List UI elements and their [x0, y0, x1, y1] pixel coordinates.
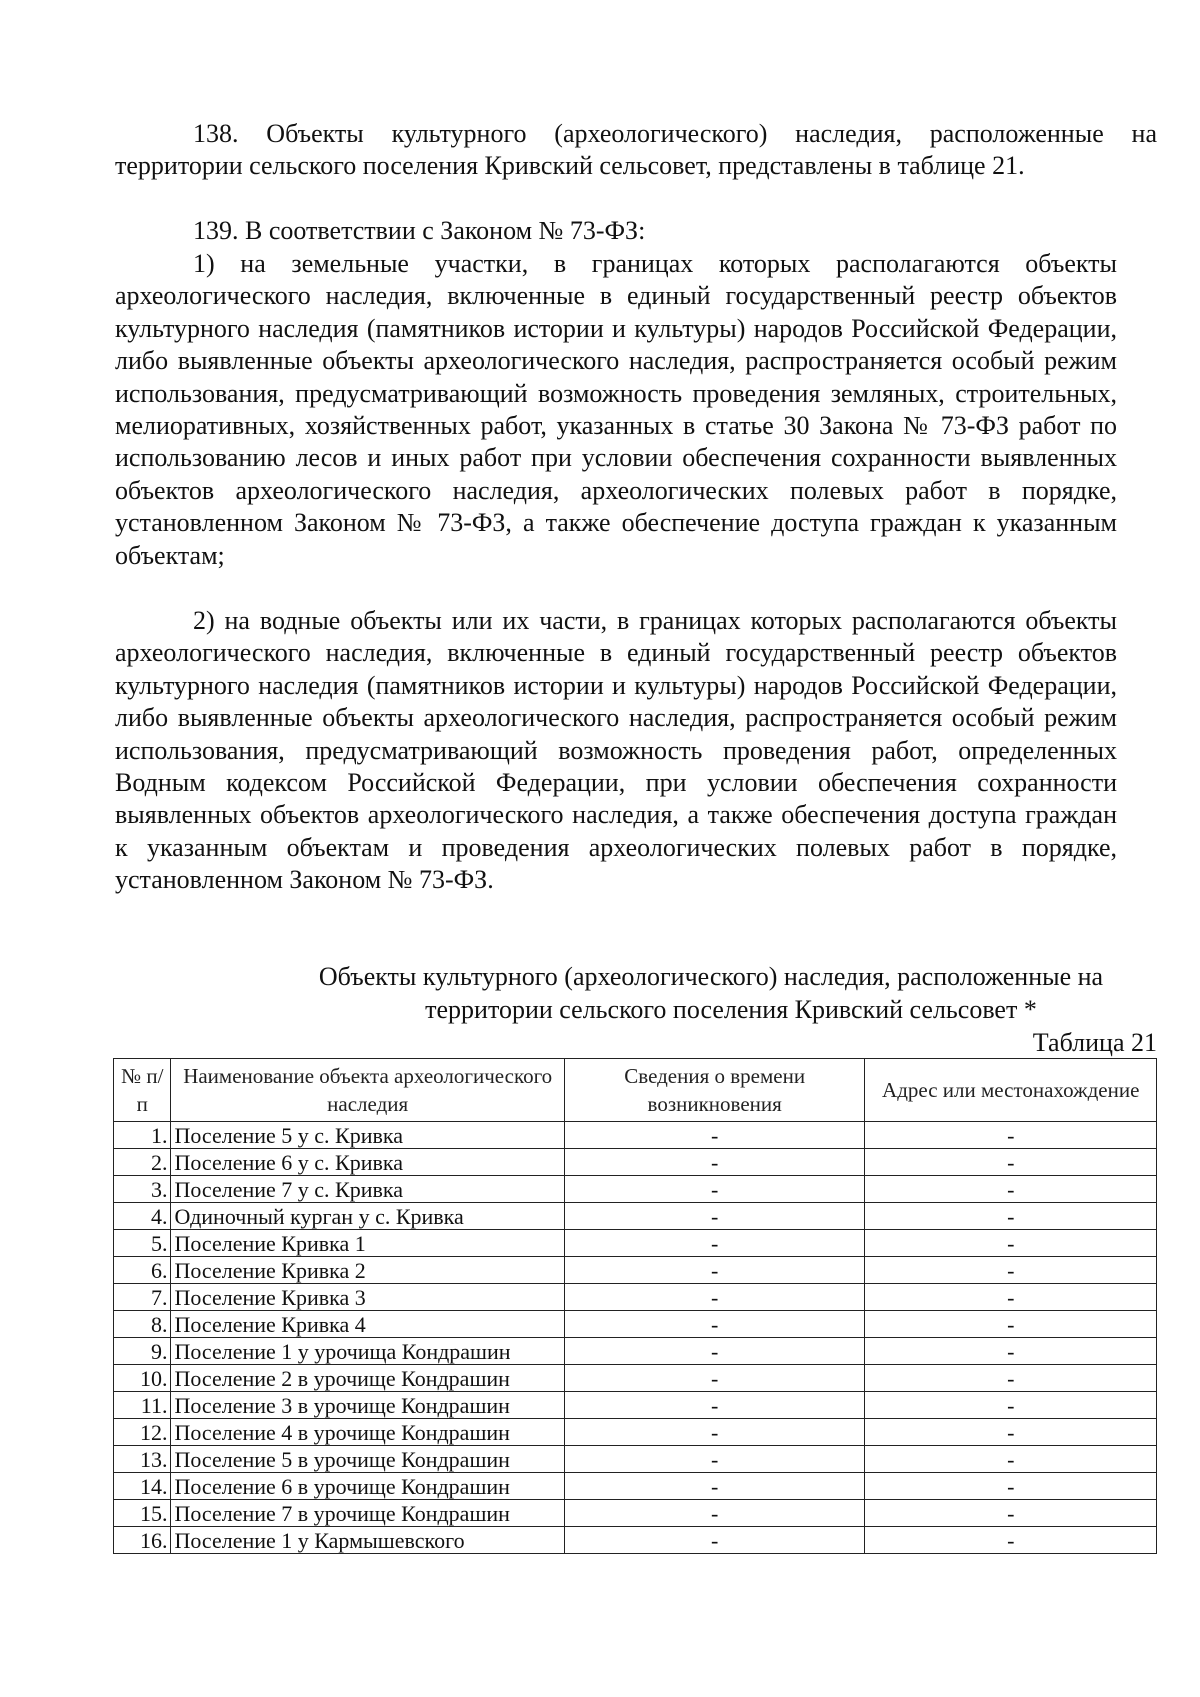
- row-time-info: -: [564, 1122, 865, 1149]
- header-address: Адрес или местонахождение: [865, 1059, 1157, 1122]
- list-item-2: [115, 605, 1117, 897]
- row-object-name: Поселение 4 в урочище Кондрашин: [171, 1419, 564, 1446]
- list-item-2-text: 2) на водные объекты или их части, в границах которых располагаются объекты археологического наследия, включенные в единый государственный реестр объектов культурного наследия (памятников истории и культуры) народов Российской Федерации, либо выявленные объекты археологического наследия, распространяется особый режим использования, предусматривающий возможность проведения работ, определенных Водным кодексом Российской Федерации, при условии обеспечения сохранности выявленных объектов археологического наследия, а также обеспечения доступа граждан к указанным объектам и проведения археологических полевых работ в порядке, установленном Законом № 73-ФЗ.: [115, 606, 1117, 895]
- row-object-name: Поселение 6 в урочище Кондрашин: [171, 1473, 564, 1500]
- row-address: -: [865, 1419, 1157, 1446]
- table-row: [114, 1176, 1157, 1203]
- row-object-name: Поселение 1 у Кармышевского: [171, 1527, 564, 1554]
- row-address: -: [865, 1473, 1157, 1500]
- row-address: -: [865, 1122, 1157, 1149]
- row-time-info: -: [564, 1500, 865, 1527]
- paragraph-139: [115, 215, 1157, 247]
- table-row: [114, 1338, 1157, 1365]
- row-address: -: [865, 1446, 1157, 1473]
- row-address: -: [865, 1203, 1157, 1230]
- paragraph-138-text: 138. Объекты культурного (археологического) наследия, расположенные на территории сельского поселения Кривский сельсовет, представлены в таблице 21.: [115, 119, 1157, 181]
- row-time-info: -: [564, 1338, 865, 1365]
- table-title-line-1: Объекты культурного (археологического) наследия, расположенные на: [318, 962, 1104, 991]
- table-row: [114, 1311, 1157, 1338]
- row-object-name: Поселение 7 в урочище Кондрашин: [171, 1500, 564, 1527]
- row-object-name: Поселение 1 у урочища Кондрашин: [171, 1338, 564, 1365]
- row-address: -: [865, 1392, 1157, 1419]
- row-object-name: Одиночный курган у с. Кривка: [171, 1203, 564, 1230]
- row-number: 14.: [114, 1473, 171, 1500]
- row-number: 3.: [114, 1176, 171, 1203]
- row-address: -: [865, 1284, 1157, 1311]
- row-number: 9.: [114, 1338, 171, 1365]
- row-number: 2.: [114, 1149, 171, 1176]
- row-number: 1.: [114, 1122, 171, 1149]
- row-object-name: Поселение 3 в урочище Кондрашин: [171, 1392, 564, 1419]
- row-time-info: -: [564, 1365, 865, 1392]
- table-row: [114, 1149, 1157, 1176]
- row-number: 16.: [114, 1527, 171, 1554]
- row-object-name: Поселение 7 у с. Кривка: [171, 1176, 564, 1203]
- table-row: [114, 1473, 1157, 1500]
- row-object-name: Поселение 2 в урочище Кондрашин: [171, 1365, 564, 1392]
- row-address: -: [865, 1230, 1157, 1257]
- row-address: -: [865, 1527, 1157, 1554]
- paragraph-138: [115, 118, 1157, 183]
- row-address: -: [865, 1311, 1157, 1338]
- row-address: -: [865, 1149, 1157, 1176]
- table-row: [114, 1527, 1157, 1554]
- header-time: Сведения о времени возникновения: [564, 1059, 865, 1122]
- row-time-info: -: [564, 1527, 865, 1554]
- row-number: 13.: [114, 1446, 171, 1473]
- row-time-info: -: [564, 1149, 865, 1176]
- row-object-name: Поселение 5 в урочище Кондрашин: [171, 1446, 564, 1473]
- table-row: [114, 1230, 1157, 1257]
- table-row: [114, 1446, 1157, 1473]
- row-time-info: -: [564, 1230, 865, 1257]
- table-title: [115, 960, 1157, 1026]
- row-time-info: -: [564, 1419, 865, 1446]
- row-object-name: Поселение Кривка 4: [171, 1311, 564, 1338]
- row-time-info: -: [564, 1284, 865, 1311]
- table-body: [114, 1122, 1157, 1554]
- row-object-name: Поселение 5 у с. Кривка: [171, 1122, 564, 1149]
- table-row: [114, 1392, 1157, 1419]
- paragraph-139-text: 139. В соответствии с Законом № 73-ФЗ:: [193, 216, 646, 245]
- row-time-info: -: [564, 1311, 865, 1338]
- list-item-1-text: 1) на земельные участки, в границах которых располагаются объекты археологического наследия, включенные в единый государственный реестр объектов культурного наследия (памятников истории и культуры) народов Российской Федерации, либо выявленные объекты археологического наследия, распространяется особый режим использования, предусматривающий возможность проведения земляных, строительных, мелиоративных, хозяйственных работ, указанных в статье 30 Закона № 73-ФЗ работ по использованию лесов и иных работ при условии обеспечения сохранности выявленных объектов археологического наследия, археологических полевых работ в порядке, установленном Законом № 73-ФЗ, а также обеспечение доступа граждан к указанным объектам;: [115, 249, 1117, 570]
- header-num: № п/п: [114, 1059, 171, 1122]
- table-row: [114, 1122, 1157, 1149]
- row-address: -: [865, 1257, 1157, 1284]
- table-row: [114, 1284, 1157, 1311]
- row-time-info: -: [564, 1392, 865, 1419]
- heritage-objects-table: [113, 1058, 1157, 1554]
- row-address: -: [865, 1176, 1157, 1203]
- row-address: -: [865, 1365, 1157, 1392]
- table-number-label: Таблица 21: [1032, 1028, 1157, 1057]
- row-time-info: -: [564, 1446, 865, 1473]
- list-item-1: [115, 248, 1117, 572]
- row-time-info: -: [564, 1176, 865, 1203]
- row-time-info: -: [564, 1203, 865, 1230]
- table-row: [114, 1500, 1157, 1527]
- row-number: 6.: [114, 1257, 171, 1284]
- row-time-info: -: [564, 1473, 865, 1500]
- table-header-row: [114, 1059, 1157, 1122]
- row-number: 12.: [114, 1419, 171, 1446]
- row-object-name: Поселение Кривка 3: [171, 1284, 564, 1311]
- row-address: -: [865, 1500, 1157, 1527]
- row-number: 4.: [114, 1203, 171, 1230]
- table-title-line-2: территории сельского поселения Кривский сельсовет *: [425, 995, 1037, 1024]
- row-object-name: Поселение Кривка 1: [171, 1230, 564, 1257]
- row-address: -: [865, 1338, 1157, 1365]
- row-number: 7.: [114, 1284, 171, 1311]
- table-row: [114, 1257, 1157, 1284]
- row-time-info: -: [564, 1257, 865, 1284]
- header-name: Наименование объекта археологического наследия: [171, 1059, 564, 1122]
- row-number: 10.: [114, 1365, 171, 1392]
- row-number: 11.: [114, 1392, 171, 1419]
- row-object-name: Поселение Кривка 2: [171, 1257, 564, 1284]
- row-number: 8.: [114, 1311, 171, 1338]
- table-row: [114, 1203, 1157, 1230]
- row-object-name: Поселение 6 у с. Кривка: [171, 1149, 564, 1176]
- row-number: 15.: [114, 1500, 171, 1527]
- table-row: [114, 1419, 1157, 1446]
- table-row: [114, 1365, 1157, 1392]
- row-number: 5.: [114, 1230, 171, 1257]
